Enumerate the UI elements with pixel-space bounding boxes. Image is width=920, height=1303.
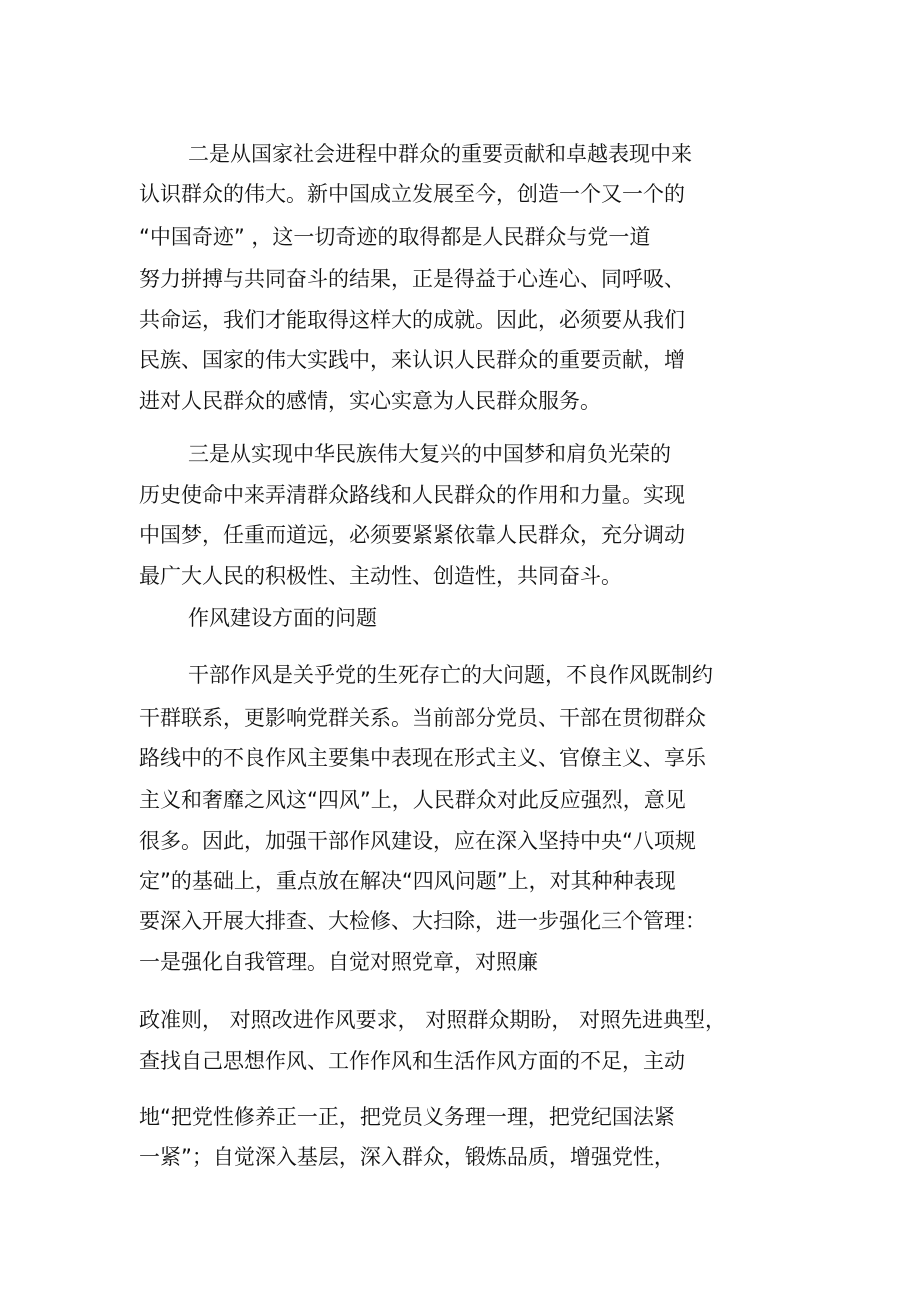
text-line: 认识群众的伟大。新中国成立发展至今，创造一个又一个的 <box>139 182 685 206</box>
text-line: 干部作风是关乎党的生死存亡的大问题，不良作风既制约 <box>188 663 713 687</box>
text-line: 最广大人民的积极性、主动性、创造性，共同奋斗。 <box>139 564 622 588</box>
text-line: 中国梦，任重而道远，必须要紧紧依靠人民群众，充分调动 <box>139 523 685 547</box>
text-line: 一紧”；自觉深入基层，深入群众，锻炼品质，增强党性， <box>139 1145 675 1169</box>
text-line: 定”的基础上，重点放在解决“四风问题”上，对其种种表现 <box>139 869 676 893</box>
text-line: 共命运，我们才能取得这样大的成就。因此，必须要从我们 <box>139 308 685 332</box>
text-line: 查找自己思想作风、工作作风和生活作风方面的不足，主动 <box>139 1049 685 1073</box>
section-heading: 作风建设方面的问题 <box>188 606 377 630</box>
text-line: 很多。因此，加强干部作风建设，应在深入坚持中央“八项规 <box>139 829 696 853</box>
text-line: 主义和奢靡之风这“四风”上，人民群众对此反应强烈，意见 <box>139 788 686 812</box>
text-line: 进对人民群众的感情，实心实意为人民群众服务。 <box>139 389 601 413</box>
text-line: 要深入开展大排查、大检修、大扫除，进一步强化三个管理： <box>139 909 706 933</box>
text-line: 历史使命中来弄清群众路线和人民群众的作用和力量。实现 <box>139 483 685 507</box>
text-line: 路线中的不良作风主要集中表现在形式主义、官僚主义、享乐 <box>139 746 706 770</box>
text-line: 三是从实现中华民族伟大复兴的中国梦和肩负光荣的 <box>188 442 671 466</box>
text-line: “中国奇迹” ，这一切奇迹的取得都是人民群众与党一道 <box>139 225 651 249</box>
text-line: 一是强化自我管理。自觉对照党章，对照廉 <box>139 950 538 974</box>
text-line: 二是从国家社会进程中群众的重要贡献和卓越表现中来 <box>188 142 692 166</box>
text-line: 政准则， 对照改进作风要求， 对照群众期盼， 对照先进典型， <box>139 1008 727 1032</box>
text-line: 地“把党性修养正一正，把党员义务理一理，把党纪国法紧 <box>139 1105 675 1129</box>
text-line: 干群联系，更影响党群关系。当前部分党员、干部在贯彻群众 <box>139 706 706 730</box>
text-line: 努力拼搏与共同奋斗的结果，正是得益于心连心、同呼吸、 <box>139 267 685 291</box>
text-line: 民族、国家的伟大实践中，来认识人民群众的重要贡献，增 <box>139 348 685 372</box>
